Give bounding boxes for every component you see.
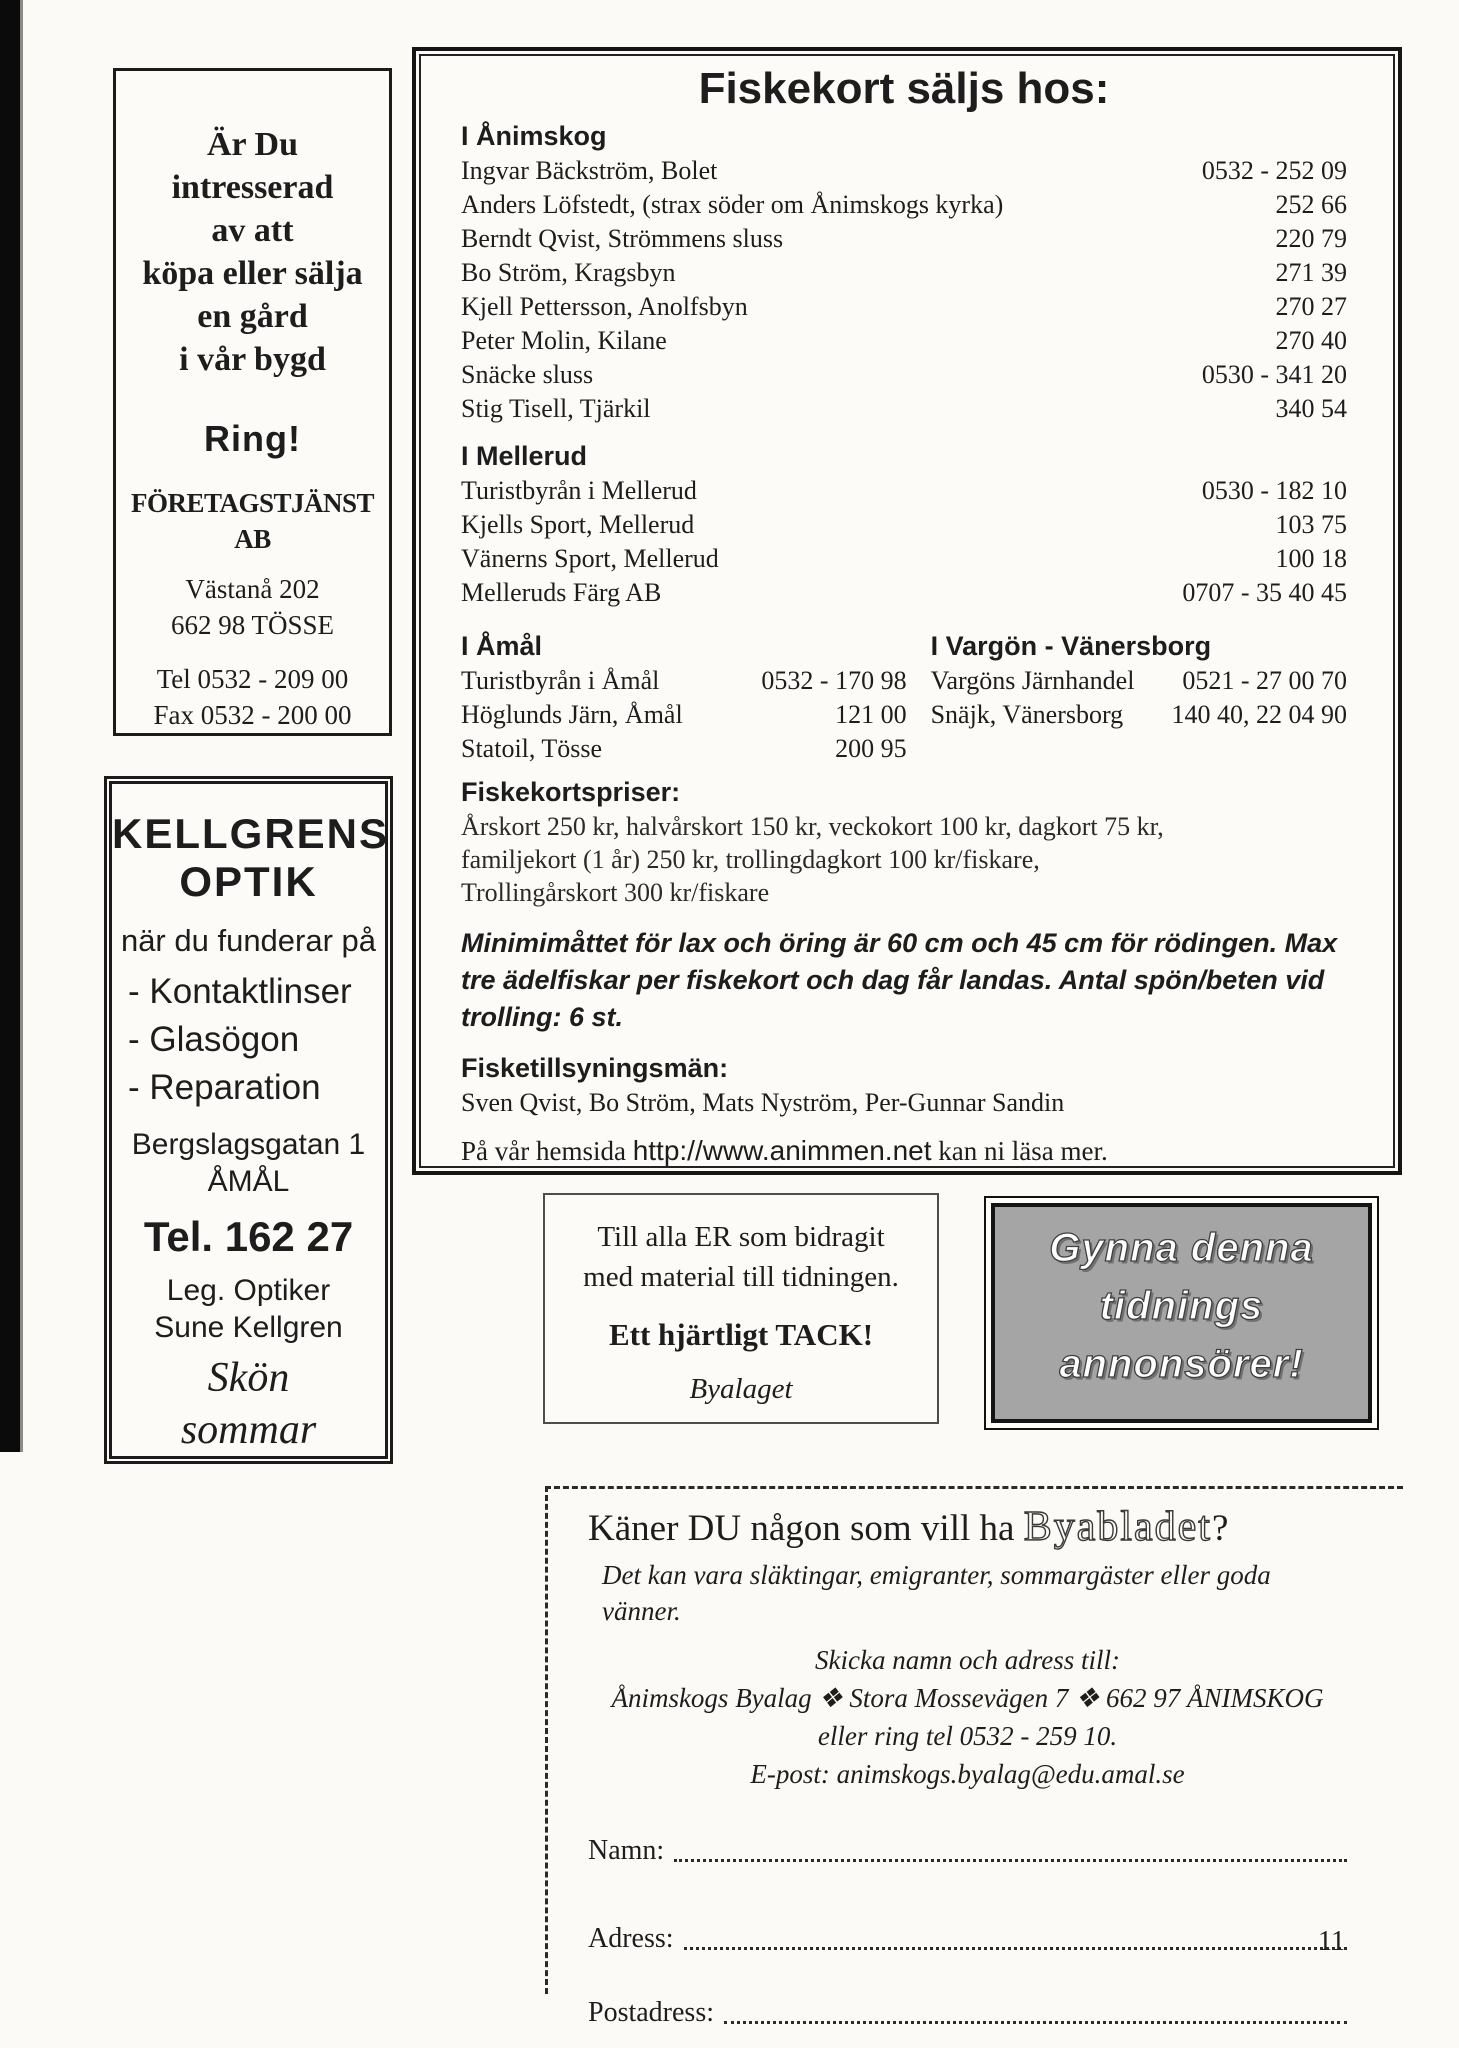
- seller-name: Kjells Sport, Mellerud: [461, 510, 695, 539]
- coupon-field-address-label: Adress:: [588, 1923, 674, 1954]
- farm-ad-street: Västanå 202: [185, 574, 320, 604]
- optician-service-item: - Glasögon: [128, 1020, 300, 1059]
- section-heading-animskog: I Ånimskog: [461, 121, 607, 151]
- seller-row: [461, 392, 1347, 426]
- seller-phone: 140 40, 22 04 90: [1171, 700, 1347, 729]
- website-url: http://www.animmen.net: [632, 1135, 932, 1166]
- optician-service-item: - Kontaktlinser: [128, 972, 352, 1011]
- coupon-address-line: Ånimskogs Byalag ❖ Stora Mossevägen 7 ❖ 662 97 ÅNIMSKOG: [611, 1683, 1324, 1713]
- seller-name: Bo Ström, Kragsbyn: [461, 258, 676, 287]
- price-line: Årskort 250 kr, halvårskort 150 kr, veckokort 100 kr, dagkort 75 kr,: [461, 812, 1164, 841]
- seller-name: Höglunds Järn, Åmål: [461, 700, 683, 729]
- seller-phone: 0530 - 182 10: [1201, 476, 1347, 505]
- seller-name: Snäcke sluss: [461, 360, 594, 389]
- seller-row: [461, 154, 1347, 188]
- seller-row: [461, 698, 907, 732]
- seller-row: [461, 508, 1347, 542]
- promo-box: [984, 1196, 1379, 1430]
- optician-greeting: [112, 1352, 385, 1456]
- thanks-box: [543, 1193, 939, 1424]
- supervisors-heading: Fisketillsyningsmän:: [461, 1053, 729, 1083]
- optician-address: [112, 1126, 385, 1200]
- seller-row: [461, 324, 1347, 358]
- thanks-signature: Byalaget: [689, 1373, 793, 1405]
- optician-name-line2: OPTIK: [179, 858, 318, 905]
- website-line: [461, 1133, 1347, 1168]
- optician-service-item: - Reparation: [128, 1068, 321, 1107]
- farm-ad-contact: [116, 661, 389, 733]
- seller-row: [461, 732, 907, 766]
- optician-city: ÅMÅL: [207, 1165, 290, 1198]
- seller-phone: 270 40: [1275, 326, 1347, 355]
- coupon-heading-question-mark: ?: [1211, 1508, 1229, 1549]
- seller-name: Turistbyrån i Åmål: [461, 666, 660, 695]
- coupon-field-postal-label: Postadress:: [588, 1997, 714, 2028]
- coupon-field-name-writein-line: [674, 1859, 1347, 1862]
- optician-credential: Leg. Optiker: [166, 1274, 331, 1307]
- seller-name: Ingvar Bäckström, Bolet: [461, 156, 718, 185]
- coupon-brand-name: Byabladet: [1023, 1504, 1212, 1550]
- thanks-line2: med material till tidningen.: [583, 1261, 899, 1293]
- optician-name-line1: KELLGRENS: [112, 810, 390, 857]
- optician-phone: Tel. 162 27: [143, 1213, 354, 1260]
- farm-ad: [113, 68, 392, 736]
- seller-name: Peter Molin, Kilane: [461, 326, 667, 355]
- seller-row: [461, 222, 1347, 256]
- seller-phone: 271 39: [1275, 258, 1347, 287]
- seller-phone: 340 54: [1275, 394, 1347, 423]
- coupon-field-address: [588, 1921, 1347, 1957]
- optician-greeting-line1: Skön: [207, 1355, 290, 1401]
- thanks-emphasis: Ett hjärtligt TACK!: [608, 1317, 874, 1352]
- seller-phone: 270 27: [1275, 292, 1347, 321]
- optician-ad: [104, 776, 393, 1464]
- farm-ad-line: intresserad: [171, 169, 334, 206]
- seller-phone: 0530 - 341 20: [1201, 360, 1347, 389]
- seller-row: [461, 188, 1347, 222]
- seller-row: [461, 664, 907, 698]
- coupon-send-line: Skicka namn och adress till:: [815, 1645, 1120, 1675]
- coupon-field-postal: [588, 1995, 1347, 2031]
- seller-phone: 103 75: [1275, 510, 1347, 539]
- seller-name: Statoil, Tösse: [461, 734, 603, 763]
- fishing-cards-box: [412, 47, 1402, 1175]
- seller-name: Kjell Pettersson, Anolfsbyn: [461, 292, 748, 321]
- seller-row: [461, 576, 1347, 610]
- coupon-phone-line: eller ring tel 0532 - 259 10.: [817, 1721, 1118, 1751]
- fishing-cards-inner-border: [419, 54, 1395, 1168]
- seller-name: Melleruds Färg AB: [461, 578, 662, 607]
- seller-phone: 0707 - 35 40 45: [1182, 578, 1347, 607]
- coupon-subheading: Det kan vara släktingar, emigranter, sommargäster eller goda vänner.: [602, 1560, 1271, 1626]
- coupon-field-name-label: Namn:: [588, 1835, 665, 1866]
- section-heading-amal: I Åmål: [461, 631, 543, 661]
- coupon-field-address-writein-line: [684, 1947, 1347, 1950]
- seller-row: [931, 664, 1347, 698]
- farm-ad-line: av att: [211, 212, 294, 249]
- supervisors-names: Sven Qvist, Bo Ström, Mats Nyström, Per-Gunnar Sandin: [461, 1088, 1065, 1117]
- coupon-heading-text: Käner DU någon som vill ha: [588, 1508, 1024, 1549]
- seller-phone: 0532 - 252 09: [1201, 156, 1347, 185]
- seller-name: Turistbyrån i Mellerud: [461, 476, 697, 505]
- optician-person: [112, 1272, 385, 1346]
- seller-row: [461, 290, 1347, 324]
- farm-ad-text: [116, 123, 389, 381]
- seller-name: Snäjk, Vänersborg: [930, 700, 1124, 729]
- seller-row: [461, 358, 1347, 392]
- seller-name: Berndt Qvist, Strömmens sluss: [461, 224, 784, 253]
- fishing-rules-text: Minimimåttet för lax och öring är 60 cm och 45 cm för rödingen. Max tre ädelfiskar per fiskekort och dag får landas. Antal spön/beten vid trolling: 6 st.: [461, 928, 1338, 1032]
- seller-phone: 0532 - 170 98: [761, 666, 907, 695]
- coupon-heading: [588, 1503, 1347, 1553]
- farm-ad-address: [116, 571, 389, 643]
- farm-ad-postal: 662 98 TÖSSE: [170, 610, 335, 640]
- optician-person-name: Sune Kellgren: [154, 1311, 343, 1344]
- farm-ad-fax: Fax 0532 - 200 00: [153, 700, 352, 730]
- column-amal: [461, 624, 931, 766]
- seller-phone: 121 00: [835, 700, 907, 729]
- prices-heading: Fiskekortspriser:: [461, 777, 681, 807]
- seller-row: [461, 542, 1347, 576]
- farm-ad-line: i vår bygd: [179, 341, 326, 378]
- farm-ad-phone: Tel 0532 - 209 00: [156, 664, 349, 694]
- coupon-field-postal-writein-line: [724, 2021, 1347, 2024]
- farm-ad-line: köpa eller sälja: [142, 255, 363, 292]
- optician-street: Bergslagsgatan 1: [131, 1128, 366, 1161]
- promo-line: annonsörer!: [1059, 1342, 1304, 1386]
- seller-name: Anders Löfstedt, (strax söder om Ånimskogs kyrka): [461, 190, 1004, 219]
- seller-row: [931, 698, 1347, 732]
- price-line: Trollingårskort 300 kr/fiskare: [461, 878, 770, 907]
- subscription-coupon: [545, 1486, 1403, 2028]
- seller-name: Vargöns Järnhandel: [930, 666, 1135, 695]
- seller-row: [461, 256, 1347, 290]
- section-heading-mellerud: I Mellerud: [461, 441, 588, 471]
- scan-edge-artifact: [0, 0, 20, 1452]
- column-vargon: [931, 624, 1347, 766]
- thanks-line1: Till alla ER som bidragit: [597, 1221, 885, 1253]
- price-line: familjekort (1 år) 250 kr, trollingdagkort 100 kr/fiskare,: [461, 845, 1040, 874]
- seller-name: Stig Tisell, Tjärkil: [461, 394, 651, 423]
- coupon-field-name: [588, 1833, 1347, 1869]
- fishing-cards-title: Fiskekort säljs hos:: [698, 64, 1110, 113]
- website-prefix: På vår hemsida: [461, 1136, 633, 1166]
- optician-tagline: när du funderar på: [120, 923, 377, 958]
- seller-phone: 0521 - 27 00 70: [1182, 666, 1347, 695]
- farm-ad-ring: Ring!: [204, 418, 301, 459]
- scan-edge-shadow: [20, 0, 23, 1452]
- farm-ad-line: en gård: [197, 298, 308, 335]
- promo-line: tidnings: [1099, 1284, 1264, 1328]
- optician-greeting-line2: sommar: [180, 1407, 317, 1453]
- seller-phone: 100 18: [1275, 544, 1347, 573]
- promo-line: Gynna denna: [1049, 1226, 1314, 1270]
- two-column-sellers: [461, 624, 1347, 766]
- seller-phone: 200 95: [835, 734, 907, 763]
- promo-panel: [991, 1203, 1372, 1423]
- page-number: 11: [1318, 1926, 1345, 1957]
- seller-phone: 220 79: [1275, 224, 1347, 253]
- seller-phone: 252 66: [1275, 190, 1347, 219]
- seller-name: Vänerns Sport, Mellerud: [461, 544, 719, 573]
- farm-ad-company-name: FÖRETAGSTJÄNST AB: [130, 488, 375, 554]
- farm-ad-line: Är Du: [207, 126, 298, 163]
- optician-services: [112, 968, 385, 1112]
- website-suffix: kan ni läsa mer.: [931, 1136, 1108, 1166]
- coupon-email-line: E-post: animskogs.byalag@edu.amal.se: [750, 1759, 1185, 1789]
- section-heading-vargon: I Vargön - Vänersborg: [930, 631, 1212, 661]
- seller-row: [461, 474, 1347, 508]
